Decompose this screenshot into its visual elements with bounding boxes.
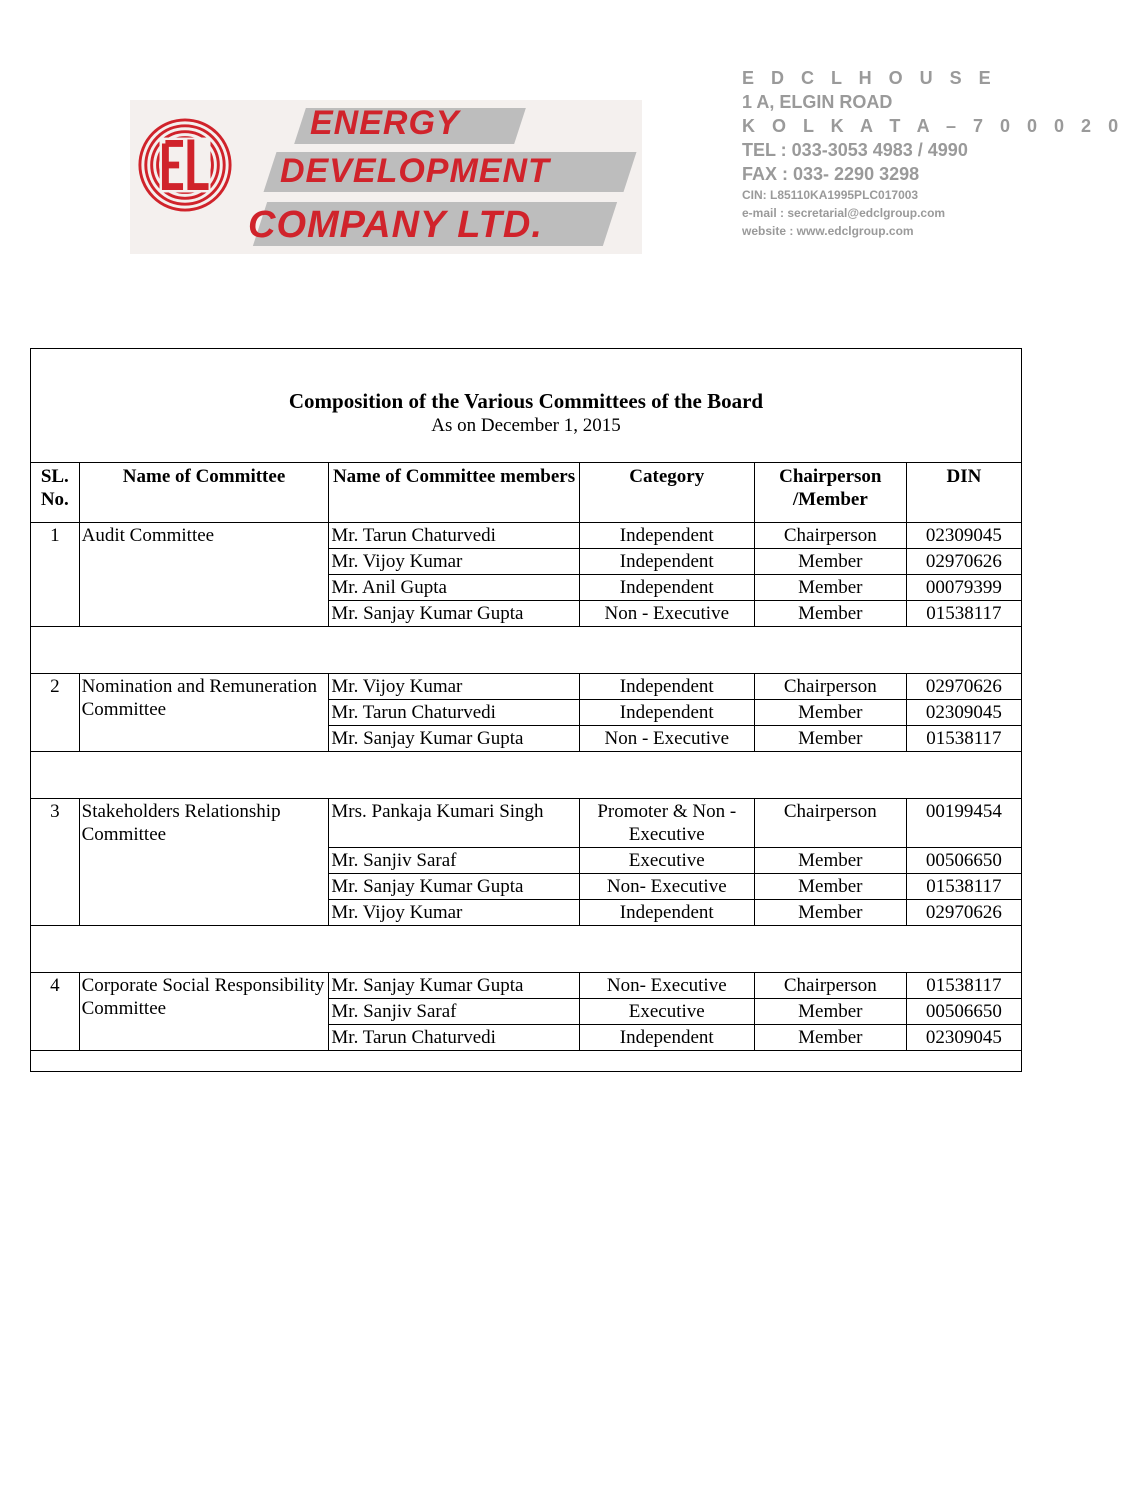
member-name: Mr. Sanjiv Saraf — [329, 999, 579, 1025]
member-role: Member — [754, 900, 906, 926]
member-role: Chairperson — [754, 799, 906, 848]
member-din: 02970626 — [906, 900, 1021, 926]
member-category: Non- Executive — [579, 973, 754, 999]
header-sl: SL. No. — [31, 463, 80, 523]
edcl-emblem-icon — [136, 116, 234, 214]
member-category: Independent — [579, 549, 754, 575]
address-line2: 1 A, ELGIN ROAD — [742, 92, 893, 112]
member-name: Mr. Vijoy Kumar — [329, 674, 579, 700]
member-category: Independent — [579, 1025, 754, 1051]
logo-text-line3: COMPANY LTD. — [248, 204, 543, 246]
spacer-row — [31, 752, 1022, 799]
member-category: Executive — [579, 999, 754, 1025]
table-header-row — [31, 463, 1022, 523]
logo-text-line2: DEVELOPMENT — [280, 152, 550, 190]
member-name: Mr. Tarun Chaturvedi — [329, 1025, 579, 1051]
member-category: Independent — [579, 700, 754, 726]
document-subtitle: As on December 1, 2015 — [431, 415, 621, 436]
committee-sl: 4 — [31, 973, 80, 1051]
company-logo — [130, 100, 642, 254]
member-category: Independent — [579, 674, 754, 700]
member-name: Mr. Sanjay Kumar Gupta — [329, 874, 579, 900]
table-row — [31, 674, 1022, 700]
member-category: Non- Executive — [579, 874, 754, 900]
member-role: Member — [754, 549, 906, 575]
member-category: Non - Executive — [579, 726, 754, 752]
member-category: Executive — [579, 848, 754, 874]
committees-table — [30, 462, 1022, 1051]
spacer-cell — [31, 926, 1022, 973]
member-role: Member — [754, 601, 906, 627]
member-category: Independent — [579, 523, 754, 549]
member-din: 02309045 — [906, 700, 1021, 726]
member-name: Mr. Anil Gupta — [329, 575, 579, 601]
committee-name: Stakeholders Relationship Committee — [79, 799, 329, 926]
member-role: Member — [754, 874, 906, 900]
member-name: Mr. Sanjay Kumar Gupta — [329, 726, 579, 752]
spacer-cell — [31, 752, 1022, 799]
member-din: 00506650 — [906, 999, 1021, 1025]
committee-name: Nomination and Remuneration Committee — [79, 674, 329, 752]
header-category: Category — [579, 463, 754, 523]
member-name: Mr. Sanjiv Saraf — [329, 848, 579, 874]
committee-sl: 3 — [31, 799, 80, 926]
member-category: Promoter & Non - Executive — [579, 799, 754, 848]
member-role: Member — [754, 726, 906, 752]
member-category: Non - Executive — [579, 601, 754, 627]
document-title: Composition of the Various Committees of the Board — [288, 389, 764, 413]
address-fax: FAX : 033- 2290 3298 — [742, 164, 920, 184]
table-row — [31, 523, 1022, 549]
member-role: Member — [754, 575, 906, 601]
address-email: e-mail : secretarial@edclgroup.com — [742, 206, 946, 220]
member-din: 02970626 — [906, 549, 1021, 575]
address-tel: TEL : 033-3053 4983 / 4990 — [742, 140, 968, 160]
member-role: Chairperson — [754, 523, 906, 549]
member-din: 01538117 — [906, 601, 1021, 627]
header-role: Chairperson /Member — [754, 463, 906, 523]
member-role: Member — [754, 848, 906, 874]
committee-name: Audit Committee — [79, 523, 329, 627]
member-role: Member — [754, 999, 906, 1025]
table-row — [31, 973, 1022, 999]
address-line3: K O L K A T A – 7 0 0 0 2 0 — [742, 116, 1124, 136]
member-category: Independent — [579, 575, 754, 601]
company-address — [742, 66, 1124, 240]
member-din: 01538117 — [906, 726, 1021, 752]
member-din: 02970626 — [906, 674, 1021, 700]
member-din: 02309045 — [906, 523, 1021, 549]
member-role: Chairperson — [754, 674, 906, 700]
member-role: Chairperson — [754, 973, 906, 999]
logo-text-line1: ENERGY — [310, 104, 460, 142]
address-cin: CIN: L85110KA1995PLC017003 — [742, 188, 919, 202]
member-din: 01538117 — [906, 973, 1021, 999]
member-din: 00199454 — [906, 799, 1021, 848]
spacer-cell — [31, 627, 1022, 674]
member-name: Mrs. Pankaja Kumari Singh — [329, 799, 579, 848]
address-line1: E D C L H O U S E — [742, 68, 997, 88]
member-name: Mr. Sanjay Kumar Gupta — [329, 601, 579, 627]
table-row — [31, 799, 1022, 848]
member-name: Mr. Tarun Chaturvedi — [329, 700, 579, 726]
member-din: 00079399 — [906, 575, 1021, 601]
member-name: Mr. Sanjay Kumar Gupta — [329, 973, 579, 999]
member-din: 00506650 — [906, 848, 1021, 874]
header-committee: Name of Committee — [79, 463, 329, 523]
member-name: Mr. Vijoy Kumar — [329, 900, 579, 926]
address-website: website : www.edclgroup.com — [742, 224, 914, 238]
spacer-row — [31, 926, 1022, 973]
member-role: Member — [754, 700, 906, 726]
spacer-row — [31, 627, 1022, 674]
member-category: Independent — [579, 900, 754, 926]
committee-name: Corporate Social Responsibility Committee — [79, 973, 329, 1051]
member-din: 02309045 — [906, 1025, 1021, 1051]
header-members: Name of Committee members — [329, 463, 579, 523]
member-din: 01538117 — [906, 874, 1021, 900]
header-din: DIN — [906, 463, 1021, 523]
member-role: Member — [754, 1025, 906, 1051]
committee-sl: 1 — [31, 523, 80, 627]
member-name: Mr. Vijoy Kumar — [329, 549, 579, 575]
member-name: Mr. Tarun Chaturvedi — [329, 523, 579, 549]
committee-sl: 2 — [31, 674, 80, 752]
